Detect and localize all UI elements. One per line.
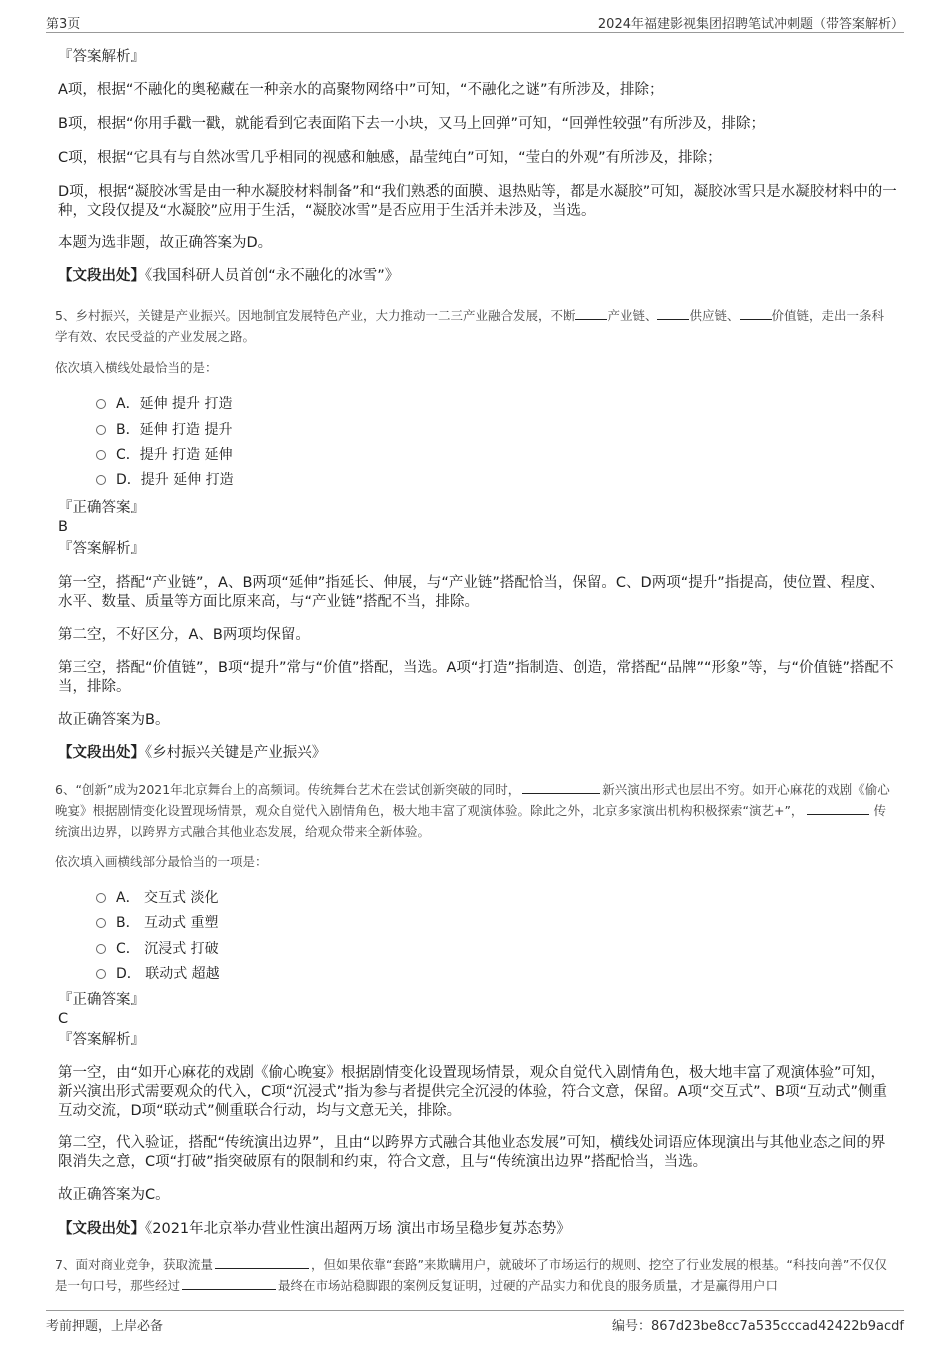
q7-stem: 7、面对商业竞争，获取流量 ，但如果依靠“套路”来欺瞒用户，就破坏了市场运行的规则、挖空了行业发展的根基。“科技向善”不仅仅是一句口号，那些经过 最终在市场站稳脚跟的案例反复证明，过硬的产品实力和优良的服务质量，才是赢得用户口	[55, 1257, 887, 1293]
q5-analysis-2: 第二空，不好区分，A、B两项均保留。	[58, 627, 310, 643]
q5-correct-label: 『正确答案』	[58, 500, 145, 516]
q5-option-a[interactable]: A．延伸 提升 打造	[96, 395, 232, 414]
q4-analysis-b: B项，根据“你用手戳一戳，就能看到它表面陷下去一小块，又马上回弹”可知，“回弹性较强”有所涉及，排除；	[58, 116, 765, 132]
page-header	[46, 12, 904, 33]
q5-analysis-1: 第一空，搭配“产业链”，A、B两项“延伸”指延长、伸展，与“产业链”搭配恰当，保留。C、D两项“提升”指提高，使位置、程度、水平、数量、质量等方面比原来高，与“产业链”搭配不当，排除。	[58, 575, 885, 610]
q6-correct-label: 『正确答案』	[58, 992, 145, 1008]
q5-analysis-4: 故正确答案为B。	[58, 712, 170, 728]
footer-serial: 编号：867d23be8cc7a535cccad42422b9acdf	[612, 1319, 904, 1334]
q6-option-b[interactable]: B． 互动式 重塑	[96, 914, 219, 933]
radio-icon	[96, 969, 106, 979]
page-footer	[46, 1310, 904, 1335]
q5-analysis-3: 第三空，搭配“价值链”，B项“提升”常与“价值”搭配，当选。A项“打造”指制造、创造，常搭配“品牌”“形象”等，与“价值链”搭配不当，排除。	[58, 660, 894, 695]
q6-analysis-1: 第一空，由“如开心麻花的戏剧《偷心晚宴》根据剧情变化设置现场情景，观众自觉代入剧情角色，极大地丰富了观演体验”可知，新兴演出形式需要观众的代入，C项“沉浸式”指为参与者提供完全沉浸的体验，符合文意，保留。A项“交互式”、B项“互动式”侧重互动交流，D项“联动式”侧重联合行动，均与文意无关，排除。	[58, 1065, 888, 1119]
q6-option-a[interactable]: A． 交互式 淡化	[96, 889, 218, 908]
radio-icon	[96, 944, 106, 954]
q6-stem: 6、“创新”成为2021年北京舞台上的高频词。传统舞台艺术在尝试创新突破的同时， 新兴演出形式也层出不穷。如开心麻花的戏剧《偷心晚宴》根据剧情变化设置现场情景，观众自觉代入剧情角色，极大地丰富了观演体验。除此之外，北京多家演出机构积极探索“演艺+”， 传统演出边界，以跨界方式融合其他业态发展，给观众带来全新体验。	[55, 782, 890, 839]
q5-prompt: 依次填入横线处最恰当的是：	[55, 360, 218, 375]
radio-icon	[96, 918, 106, 928]
q6-source: 【文段出处】《2021年北京举办营业性演出超两万场 演出市场呈稳步复苏态势》	[58, 1221, 571, 1237]
radio-icon	[96, 450, 106, 460]
q5-option-c[interactable]: C．提升 打造 延伸	[96, 446, 233, 465]
document-title: 2024年福建影视集团招聘笔试冲刺题（带答案解析）	[597, 17, 904, 32]
q6-option-d[interactable]: D． 联动式 超越	[96, 965, 220, 984]
q4-conclusion: 本题为选非题，故正确答案为D。	[58, 235, 273, 251]
radio-icon	[96, 475, 106, 485]
q6-option-c[interactable]: C． 沉浸式 打破	[96, 940, 219, 959]
q4-analysis-a: A项，根据“不融化的奥秘藏在一种亲水的高聚物网络中”可知，“不融化之谜”有所涉及，排除；	[58, 82, 664, 98]
q5-correct-answer: B	[58, 519, 68, 535]
q6-analysis-label: 『答案解析』	[58, 1032, 145, 1048]
q4-analysis-c: C项，根据“它具有与自然冰雪几乎相同的视感和触感，晶莹纯白”可知，“莹白的外观”有所涉及，排除；	[58, 150, 722, 166]
q4-analysis-label: 『答案解析』	[58, 49, 145, 65]
q5-option-d[interactable]: D．提升 延伸 打造	[96, 471, 234, 490]
q6-analysis-3: 故正确答案为C。	[58, 1187, 170, 1203]
page-number: 第3页	[46, 17, 81, 32]
radio-icon	[96, 425, 106, 435]
q5-option-b[interactable]: B．延伸 打造 提升	[96, 421, 233, 440]
radio-icon	[96, 399, 106, 409]
q4-source: 【文段出处】《我国科研人员首创“永不融化的冰雪”》	[58, 268, 400, 284]
q4-analysis-d: D项，根据“凝胶冰雪是由一种水凝胶材料制备”和“我们熟悉的面膜、退热贴等，都是水凝胶”可知，凝胶冰雪只是水凝胶材料中的一种，文段仅提及“水凝胶”应用于生活，“凝胶冰雪”是否应用于生活并未涉及，当选。	[58, 184, 897, 219]
radio-icon	[96, 893, 106, 903]
q5-source: 【文段出处】《乡村振兴关键是产业振兴》	[58, 745, 327, 761]
q5-stem: 5、乡村振兴，关键是产业振兴。因地制宜发展特色产业，大力推动一二三产业融合发展，不断 产业链、 供应链、 价值链，走出一条科学有效、农民受益的产业发展之路。	[55, 308, 885, 344]
footer-slogan: 考前押题，上岸必备	[46, 1319, 164, 1334]
q6-prompt: 依次填入画横线部分最恰当的一项是：	[55, 854, 268, 869]
q6-correct-answer: C	[58, 1011, 69, 1027]
q5-analysis-label: 『答案解析』	[58, 541, 145, 557]
q6-analysis-2: 第二空，代入验证，搭配“传统演出边界”，且由“以跨界方式融合其他业态发展”可知，横线处词语应体现演出与其他业态之间的界限消失之意，C项“打破”指突破原有的限制和约束，符合文意，且与“传统演出边界”搭配恰当，当选。	[58, 1135, 886, 1170]
